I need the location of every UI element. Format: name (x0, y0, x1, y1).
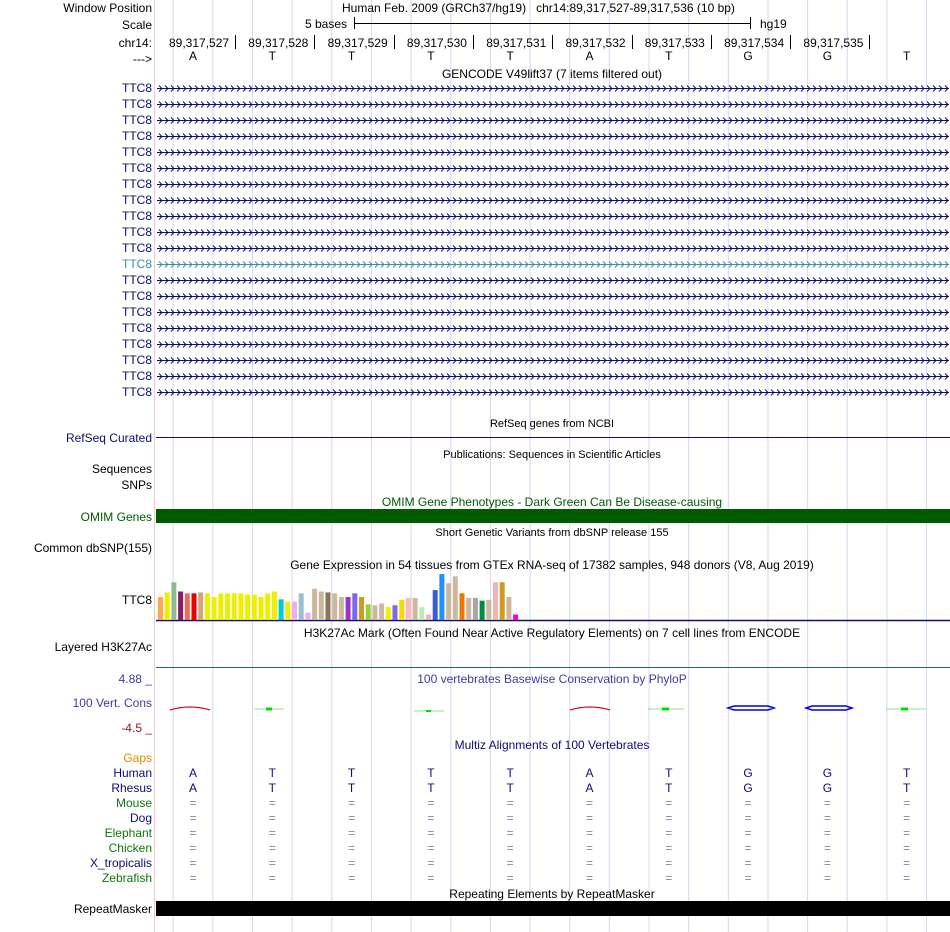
alignment-gap-mark: = (585, 856, 594, 870)
ruler-tick (473, 35, 474, 49)
alignment-gap-mark: = (427, 811, 435, 825)
alignment-gap-mark: = (427, 871, 435, 885)
alignment-base: T (665, 766, 673, 780)
transcript-track[interactable] (157, 243, 949, 254)
species-label[interactable]: Human (113, 766, 152, 780)
transcript-track[interactable] (157, 195, 949, 206)
alignment-gap-mark: = (665, 856, 673, 870)
alignment-gap-mark: = (665, 841, 673, 855)
gtex-tissue-bar[interactable] (439, 574, 444, 620)
ruler-position: 89,317,534 (724, 36, 785, 50)
transcript-label[interactable]: TTC8 (122, 353, 152, 367)
alignment-base: T (347, 766, 356, 780)
alignment-gap-mark: = (665, 796, 673, 810)
alignment-gap-mark: = (823, 811, 831, 825)
transcript-label[interactable]: TTC8 (122, 193, 152, 207)
alignment-gap-mark: = (665, 811, 673, 825)
phylop-min-label: -4.5 _ (121, 721, 152, 735)
alignment-base: A (188, 766, 198, 780)
alignment-gap-mark: = (189, 811, 197, 825)
ruler-tick (235, 35, 236, 49)
refseq-track-line (156, 437, 950, 438)
repeatmasker-track-title: Repeating Elements by RepeatMasker (449, 887, 655, 901)
phylop-peak-1 (170, 707, 210, 710)
alignment-gap-mark: = (189, 856, 197, 870)
alignment-gap-mark: = (665, 826, 673, 840)
gtex-tissue-bar[interactable] (500, 582, 505, 620)
phylop-mark-10-core (901, 708, 908, 711)
alignment-gap-mark: = (348, 871, 356, 885)
gtex-tissue-bar[interactable] (299, 593, 304, 620)
transcript-track[interactable] (157, 291, 949, 302)
alignment-gap-mark: = (506, 871, 514, 885)
alignment-gap-mark: = (268, 856, 276, 870)
dbsnp-track-title: Short Genetic Variants from dbSNP release 155 (435, 527, 669, 539)
gtex-tissue-bar[interactable] (212, 597, 217, 620)
window-position-label: Window Position (63, 1, 152, 15)
alignment-gap-mark: = (189, 826, 197, 840)
alignment-gap-mark: = (189, 796, 197, 810)
gtex-tissue-bar[interactable] (198, 592, 203, 620)
alignment-base: G (743, 766, 753, 780)
species-label[interactable]: Mouse (115, 796, 152, 810)
alignment-gap-mark: = (189, 841, 197, 855)
alignment-gap-mark: = (903, 796, 911, 810)
alignment-gap-mark: = (268, 871, 276, 885)
gtex-tissue-bar[interactable] (460, 593, 465, 620)
scale-text: 5 bases (305, 17, 348, 31)
gtex-track-title: Gene Expression in 54 tissues from GTEx RNA-seq of 17382 samples, 948 donors (V8, Aug 2019) (290, 558, 814, 572)
alignment-gap-mark: = (427, 826, 435, 840)
strand-label: ---> (133, 52, 152, 66)
base-letter: A (585, 49, 594, 63)
snps-label[interactable]: SNPs (121, 478, 152, 492)
gtex-tissue-bar[interactable] (312, 589, 317, 620)
gtex-tissue-bar[interactable] (366, 604, 371, 620)
alignment-gap-mark: = (427, 856, 435, 870)
gtex-tissue-bar[interactable] (225, 593, 230, 620)
transcript-track[interactable] (157, 307, 949, 318)
alignment-gap-mark: = (506, 826, 514, 840)
alignment-base: T (347, 781, 356, 795)
ruler-position: 89,317,533 (644, 36, 705, 50)
gtex-tissue-bar[interactable] (232, 593, 237, 620)
gtex-tissue-bar[interactable] (480, 601, 485, 620)
alignment-gap-mark: = (823, 841, 831, 855)
alignment-gap-mark: = (585, 841, 594, 855)
gtex-tissue-bar[interactable] (332, 593, 337, 620)
h3k27ac-track-title: H3K27Ac Mark (Often Found Near Active Regulatory Elements) on 7 cell lines from ENCODE (303, 626, 801, 640)
alignment-base: T (427, 766, 435, 780)
phylop-peak-6 (570, 707, 610, 710)
ruler-tick (314, 35, 315, 49)
alignment-base: T (506, 766, 514, 780)
transcript-track[interactable] (157, 83, 949, 94)
transcript-label[interactable]: TTC8 (122, 321, 152, 335)
gtex-tissue-bar[interactable] (238, 593, 243, 620)
gtex-tissue-bar[interactable] (506, 597, 511, 620)
transcript-label[interactable]: TTC8 (122, 385, 152, 399)
alignment-gap-mark: = (348, 841, 356, 855)
alignment-gap-mark: = (348, 856, 356, 870)
alignment-gap-mark: = (348, 826, 356, 840)
transcript-label[interactable]: TTC8 (122, 337, 152, 351)
base-letter: A (188, 49, 198, 63)
alignment-gap-mark: = (268, 811, 276, 825)
omim-label[interactable]: OMIM Genes (80, 510, 152, 524)
transcript-label[interactable]: TTC8 (122, 225, 152, 239)
alignment-base: A (585, 766, 594, 780)
gtex-tissue-bar[interactable] (386, 607, 391, 620)
gtex-tissue-bar[interactable] (379, 603, 384, 620)
gtex-tissue-bar[interactable] (272, 591, 277, 620)
gtex-tissue-bar[interactable] (399, 600, 404, 620)
gtex-tissue-bar[interactable] (279, 599, 284, 620)
gtex-tissue-bar[interactable] (319, 591, 324, 620)
gtex-tissue-bar[interactable] (158, 597, 163, 620)
species-label[interactable]: X_tropicalis (89, 856, 152, 870)
gtex-tissue-bar[interactable] (426, 614, 431, 620)
gtex-tissue-bar[interactable] (205, 593, 210, 620)
gtex-tissue-bar[interactable] (372, 605, 377, 620)
base-letter: T (268, 49, 276, 63)
ruler-position: 89,317,528 (248, 36, 309, 50)
alignment-gap-mark: = (585, 796, 594, 810)
alignment-gap-mark: = (744, 811, 752, 825)
alignment-gap-mark: = (585, 811, 594, 825)
species-label[interactable]: Chicken (108, 841, 152, 855)
gtex-tissue-bar[interactable] (446, 583, 451, 620)
gtex-label[interactable]: TTC8 (122, 593, 152, 607)
alignment-base: A (188, 781, 198, 795)
gtex-tissue-bar[interactable] (265, 593, 270, 620)
gtex-expression-bars[interactable] (156, 572, 950, 622)
gtex-tissue-bar[interactable] (513, 614, 518, 620)
base-letter: T (903, 49, 911, 63)
transcript-label[interactable]: TTC8 (122, 273, 152, 287)
scale-bar (354, 23, 750, 24)
phylop-mark-2-core (266, 708, 272, 711)
gtex-tissue-bar[interactable] (185, 593, 190, 620)
sequences-label[interactable]: Sequences (91, 462, 152, 476)
transcript-track[interactable] (157, 163, 949, 174)
base-letter: T (427, 49, 435, 63)
transcript-label[interactable]: TTC8 (122, 241, 152, 255)
gtex-tissue-bar[interactable] (346, 597, 351, 620)
gtex-tissue-bar[interactable] (192, 593, 197, 620)
phylop-label[interactable]: 100 Vert. Cons (72, 696, 152, 710)
species-label[interactable]: Dog (129, 811, 152, 825)
gtex-tissue-bar[interactable] (493, 582, 498, 620)
scale-bar-right-tick (750, 17, 751, 29)
alignment-gap-mark: = (823, 796, 831, 810)
alignment-base: T (903, 781, 911, 795)
species-label[interactable]: Rhesus (111, 781, 152, 795)
ruler-position: 89,317,530 (406, 36, 467, 50)
alignment-gap-mark: = (506, 856, 514, 870)
gtex-tissue-bar[interactable] (305, 613, 310, 620)
transcript-track[interactable] (157, 227, 949, 238)
transcript-track[interactable] (157, 387, 949, 398)
omim-gene-bar[interactable] (156, 509, 950, 523)
omim-track-title: OMIM Gene Phenotypes - Dark Green Can Be Disease-causing (381, 495, 723, 509)
alignment-gap-mark: = (744, 841, 752, 855)
alignment-gap-mark: = (506, 796, 514, 810)
alignment-base: T (903, 766, 911, 780)
alignment-gap-mark: = (585, 871, 594, 885)
scale-db: hg19 (760, 17, 787, 31)
transcript-label[interactable]: TTC8 (122, 113, 152, 127)
alignment-gap-mark: = (348, 811, 356, 825)
gtex-tissue-bar[interactable] (259, 597, 264, 620)
transcript-track[interactable] (157, 115, 949, 126)
alignment-gap-mark: = (823, 826, 831, 840)
gtex-tissue-bar[interactable] (252, 595, 257, 620)
phylop-mark-7-core (662, 708, 669, 711)
gtex-tissue-bar[interactable] (359, 597, 364, 620)
alignment-gap-mark: = (744, 856, 752, 870)
alignment-gap-mark: = (903, 826, 911, 840)
transcript-track[interactable] (157, 323, 949, 334)
transcript-track[interactable] (157, 371, 949, 382)
gtex-tissue-bar[interactable] (413, 598, 418, 620)
transcript-label[interactable]: TTC8 (122, 177, 152, 191)
alignment-gap-mark: = (903, 871, 911, 885)
phylop-max-label: 4.88 _ (118, 672, 152, 686)
alignment-gap-mark: = (903, 811, 911, 825)
transcript-label[interactable]: TTC8 (122, 81, 152, 95)
transcript-track[interactable] (157, 259, 949, 270)
gtex-tissue-bar[interactable] (466, 598, 471, 620)
gtex-tissue-bar[interactable] (292, 602, 297, 620)
window-position-value: Human Feb. 2009 (GRCh37/hg19) chr14:89,317,527-89,317,536 (10 bp) (342, 1, 735, 15)
gtex-tissue-bar[interactable] (406, 598, 411, 620)
alignment-gap-mark: = (744, 826, 752, 840)
label-column-divider (154, 0, 155, 932)
transcript-track[interactable] (157, 355, 949, 366)
alignment-gap-mark: = (506, 841, 514, 855)
gtex-tissue-bar[interactable] (245, 595, 250, 620)
alignment-gap-mark: = (823, 871, 831, 885)
ruler-tick (790, 35, 791, 49)
gencode-track-title: GENCODE V49lift37 (7 items filtered out) (441, 67, 663, 81)
gtex-tissue-bar[interactable] (486, 600, 491, 620)
alignment-gap-mark: = (189, 871, 197, 885)
alignment-gap-mark: = (665, 871, 673, 885)
alignment-base: G (743, 781, 753, 795)
phylop-dip-9 (806, 706, 852, 710)
alignment-gap-mark: = (268, 826, 276, 840)
repeatmasker-bar[interactable] (156, 901, 950, 916)
alignment-gap-mark: = (427, 796, 435, 810)
h3k27ac-label[interactable]: Layered H3K27Ac (54, 640, 152, 654)
alignment-gap-mark: = (585, 826, 594, 840)
alignment-base: T (506, 781, 514, 795)
transcript-label[interactable]: TTC8 (122, 97, 152, 111)
phylop-mark-4-core (426, 710, 431, 712)
alignment-gap-mark: = (744, 871, 752, 885)
transcript-label[interactable]: TTC8 (122, 369, 152, 383)
ruler-position: 89,317,531 (486, 36, 547, 50)
refseq-label[interactable]: RefSeq Curated (65, 431, 152, 445)
ruler-tick (552, 35, 553, 49)
alignment-gap-mark: = (903, 856, 911, 870)
base-letter: T (506, 49, 514, 63)
phylop-signal (156, 700, 950, 720)
gtex-tissue-bar[interactable] (419, 607, 424, 620)
base-letter: T (347, 49, 356, 63)
publications-track-title: Publications: Sequences in Scientific Articles (443, 449, 661, 461)
gtex-tissue-bar[interactable] (453, 576, 458, 620)
alignment-base: T (268, 781, 276, 795)
alignment-base: G (822, 766, 833, 780)
alignment-gap-mark: = (506, 811, 514, 825)
base-letter: G (822, 49, 833, 63)
species-label[interactable]: Elephant (104, 826, 152, 840)
gtex-tissue-bar[interactable] (352, 593, 357, 620)
transcript-track[interactable] (157, 99, 949, 110)
transcript-label[interactable]: TTC8 (122, 289, 152, 303)
alignment-gap-mark: = (427, 841, 435, 855)
phylop-dip-8 (728, 706, 774, 710)
ruler-tick (869, 35, 870, 49)
alignment-gap-mark: = (268, 841, 276, 855)
gtex-tissue-bar[interactable] (339, 597, 344, 620)
alignment-gap-mark: = (903, 841, 911, 855)
ruler-position: 89,317,529 (327, 36, 388, 50)
transcript-track[interactable] (157, 339, 949, 350)
repeatmasker-label[interactable]: RepeatMasker (73, 902, 152, 916)
gtex-tissue-bar[interactable] (171, 582, 176, 620)
transcript-track[interactable] (157, 147, 949, 158)
transcript-track[interactable] (157, 131, 949, 142)
gtex-tissue-bar[interactable] (165, 592, 170, 620)
gtex-tissue-bar[interactable] (178, 591, 183, 620)
ruler-tick (632, 35, 633, 49)
transcript-track[interactable] (157, 275, 949, 286)
dbsnp-label[interactable]: Common dbSNP(155) (33, 541, 152, 555)
transcript-label[interactable]: TTC8 (122, 257, 152, 271)
scale-label: Scale (121, 18, 152, 32)
gtex-tissue-bar[interactable] (218, 593, 223, 620)
transcript-label[interactable]: TTC8 (122, 209, 152, 223)
gtex-tissue-bar[interactable] (393, 605, 398, 620)
refseq-track-title: RefSeq genes from NCBI (489, 418, 615, 430)
base-letter: G (743, 49, 753, 63)
transcript-label[interactable]: TTC8 (122, 145, 152, 159)
alignment-base: T (268, 766, 276, 780)
transcript-track[interactable] (157, 179, 949, 190)
transcript-label[interactable]: TTC8 (122, 305, 152, 319)
species-label[interactable]: Zebrafish (101, 871, 152, 885)
ruler-position: 89,317,535 (803, 36, 864, 50)
transcript-label[interactable]: TTC8 (122, 161, 152, 175)
alignment-gap-mark: = (348, 796, 356, 810)
alignment-base: T (665, 781, 673, 795)
alignment-base: A (585, 781, 594, 795)
transcript-label[interactable]: TTC8 (122, 129, 152, 143)
multiz-track-title: Multiz Alignments of 100 Vertebrates (454, 738, 650, 752)
base-letter: T (665, 49, 673, 63)
chrom-label: chr14: (118, 36, 152, 50)
gtex-tissue-bar[interactable] (433, 590, 438, 620)
gaps-label[interactable]: Gaps (123, 751, 152, 765)
alignment-gap-mark: = (744, 796, 752, 810)
alignment-gap-mark: = (268, 796, 276, 810)
h3k27ac-baseline (156, 667, 950, 668)
transcript-track[interactable] (157, 211, 949, 222)
gtex-tissue-bar[interactable] (285, 602, 290, 620)
phylop-track-title: 100 vertebrates Basewise Conservation by PhyloP (417, 672, 687, 686)
alignment-gap-mark: = (823, 856, 831, 870)
ruler-tick (394, 35, 395, 49)
alignment-base: G (822, 781, 833, 795)
alignment-base: T (427, 781, 435, 795)
ruler-position: 89,317,527 (169, 36, 230, 50)
ruler-position: 89,317,532 (565, 36, 626, 50)
ruler-tick (711, 35, 712, 49)
gtex-tissue-bar[interactable] (473, 598, 478, 620)
gtex-tissue-bar[interactable] (326, 592, 331, 620)
